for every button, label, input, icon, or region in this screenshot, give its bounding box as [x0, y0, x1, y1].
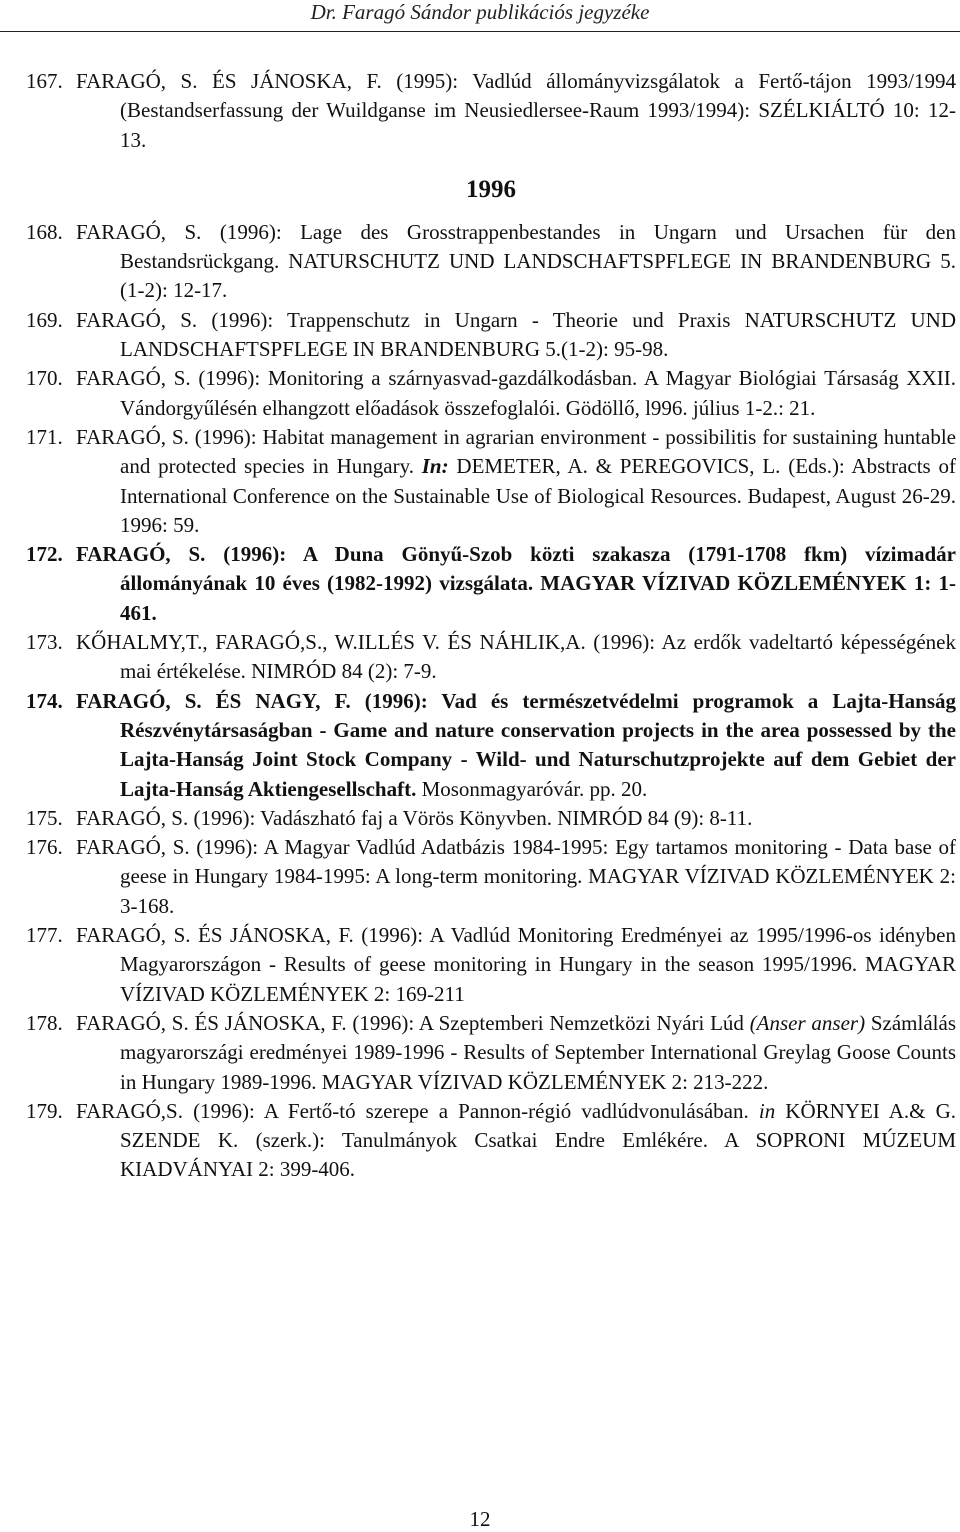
page-number: 12 — [469, 1507, 491, 1531]
entry-text: (1996): Habitat management in agrarian environment - possibilitis for sustaining huntable and protected species in Hungary. — [120, 424, 956, 479]
list-item — [26, 218, 956, 306]
list-item — [26, 833, 956, 921]
entry-authors: KŐHALMY,T., FARAGÓ,S., W.ILLÉS V. ÉS NÁHLIK,A. — [76, 630, 586, 655]
entry-authors: FARAGÓ, S. ÉS JÁNOSKA, F. — [76, 1010, 347, 1035]
list-item — [26, 423, 956, 540]
entry-number: 178. — [26, 1010, 63, 1035]
entry-number: 176. — [26, 835, 63, 860]
entry-number: 171. — [26, 424, 63, 449]
list-item — [26, 1097, 956, 1185]
list-item — [26, 364, 956, 423]
entry-text: (1996): Az erdők vadeltartó képességének mai értékelése. NIMRÓD 84 (2): 7-9. — [120, 630, 957, 684]
list-item — [26, 1009, 956, 1097]
entry-text: (1996): A Magyar Vadlúd Adatbázis 1984-1995: Egy tartamos monitoring - Data base of geese in Hungary 1984-1995: A long-term monitoring. MAGYAR VÍZIVAD KÖZLEMÉNYEK 2: 3-168. — [120, 835, 956, 918]
entry-text: (1996): A Duna Gönyű-Szob közti szakasza (1791-1708 fkm) vízimadár állományának 10 éves (1982-1992) vizsgálata. MAGYAR VÍZIVAD KÖZLEMÉNYEK 1: 1-461. — [120, 542, 956, 625]
entry-text: (1996): Lage des Grosstrappenbestandes in Ungarn und Ursachen für den Bestandsrückgang. NATURSCHUTZ UND LANDSCHAFTSPFLEGE IN BRANDENBURG 5.(1-2): 12-17. — [120, 219, 957, 303]
entry-number: 175. — [26, 805, 63, 830]
publication-list — [26, 67, 956, 1185]
list-item — [26, 67, 956, 155]
list-item — [26, 540, 956, 628]
entry-authors: FARAGÓ, S. — [76, 424, 189, 449]
entry-authors: FARAGÓ, S. — [76, 219, 202, 244]
entry-authors: FARAGÓ,S. — [76, 1098, 183, 1123]
in-label: In: — [421, 454, 449, 479]
entry-number: 173. — [26, 630, 63, 655]
header-rule — [0, 31, 960, 32]
entry-text: Mosonmagyaróvár. pp. 20. — [416, 776, 648, 801]
entry-text: (1996): Vadászható faj a Vörös Könyvben. NIMRÓD 84 (9): 8-11. — [188, 805, 753, 830]
entry-authors: FARAGÓ, S. ÉS JÁNOSKA, F. — [76, 923, 354, 948]
list-item — [26, 687, 956, 804]
entry-text: (1995): Vadlúd állományvizsgálatok a Fertő-tájon 1993/1994 (Bestandserfassung der Wuildganse im Neusiedlersee-Raum 1993/1994): SZÉLKIÁLTÓ 10: 12-13. — [120, 69, 956, 152]
list-item — [26, 628, 956, 687]
header-title: Dr. Faragó Sándor publikációs jegyzéke — [310, 0, 650, 24]
entry-authors: FARAGÓ, S. — [76, 805, 189, 830]
entry-authors: FARAGÓ, S. ÉS NAGY, F. — [76, 688, 351, 713]
entry-number: 174. — [26, 688, 63, 713]
page-header — [0, 0, 960, 40]
list-item — [26, 921, 956, 1009]
entry-authors: FARAGÓ, S. — [76, 366, 191, 391]
year-heading: 1996 — [466, 175, 516, 203]
entry-authors: FARAGÓ, S. — [76, 307, 198, 332]
entry-number: 167. — [26, 69, 63, 93]
entry-text: (1996): A Vadlúd Monitoring Eredményei az 1995/1996-os idényben Magyarországon - Results of geese monitoring in Hungary in the season 1995/1996. MAGYAR VÍZIVAD KÖZLEMÉNYEK 2: 169-211 — [120, 923, 956, 1006]
entry-number: 179. — [26, 1098, 63, 1123]
entry-number: 172. — [26, 542, 63, 567]
entry-number: 177. — [26, 923, 63, 948]
entry-text: (1996): Trappenschutz in Ungarn - Theorie und Praxis NATURSCHUTZ UND LANDSCHAFTSPFLEGE IN BRANDENBURG 5.(1-2): 95-98. — [120, 307, 957, 362]
entry-text: (1996): Monitoring a szárnyasvad-gazdálkodásban. A Magyar Biológiai Társaság XXII. Vándorgyűlésén elhangzott előadások összefoglalói. Gödöllő, l996. július 1-2.: 21. — [120, 366, 956, 420]
entry-authors: FARAGÓ, S. ÉS JÁNOSKA, F. — [76, 69, 382, 93]
entry-text-continued: DEMETER, A. & PEREGOVICS, L. (Eds.): Abstracts of International Conference on the Sustainable Use of Biological Resources. Budapest, August 26-29. 1996: 59. — [120, 454, 956, 537]
list-item — [26, 306, 956, 365]
entry-authors: FARAGÓ, S. — [76, 835, 190, 860]
entry-title-bold: (1996): Vad és természetvédelmi programok a Lajta-Hanság Részvénytársaságban - Game and nature conservation projects in the area possessed by the Lajta-Hanság Joint Stock Company - Wild- und Naturschutzprojekte auf dem Gebiet der Lajta-Hanság Aktiengesellschaft. — [120, 688, 956, 801]
entry-number: 169. — [26, 307, 63, 332]
entry-authors: FARAGÓ, S. — [76, 542, 206, 567]
entry-text-continued: Számlálás magyarországi eredményei 1989-1996 - Results of September International Greylag Goose Counts in Hungary 1989-1996. MAGYAR VÍZIVAD KÖZLEMÉNYEK 2: 213-222. — [120, 1010, 956, 1094]
entry-number: 170. — [26, 366, 63, 391]
entry-text: (1996): A Szeptemberi Nemzetközi Nyári Lúd — [346, 1010, 750, 1035]
entry-text-continued: KÖRNYEI A.& G. SZENDE K. (szerk.): Tanulmányok Csatkai Endre Emlékére. A SOPRONI MÚZEUM KIADVÁNYAI 2: 399-406. — [120, 1098, 956, 1182]
entry-text: (1996): A Fertő-tó szerepe a Pannon-régió vadlúdvonulásában. — [182, 1098, 759, 1123]
species-name: (Anser anser) — [749, 1010, 866, 1035]
list-item — [26, 804, 956, 833]
entry-number: 168. — [26, 219, 63, 244]
in-label: in — [758, 1098, 776, 1123]
